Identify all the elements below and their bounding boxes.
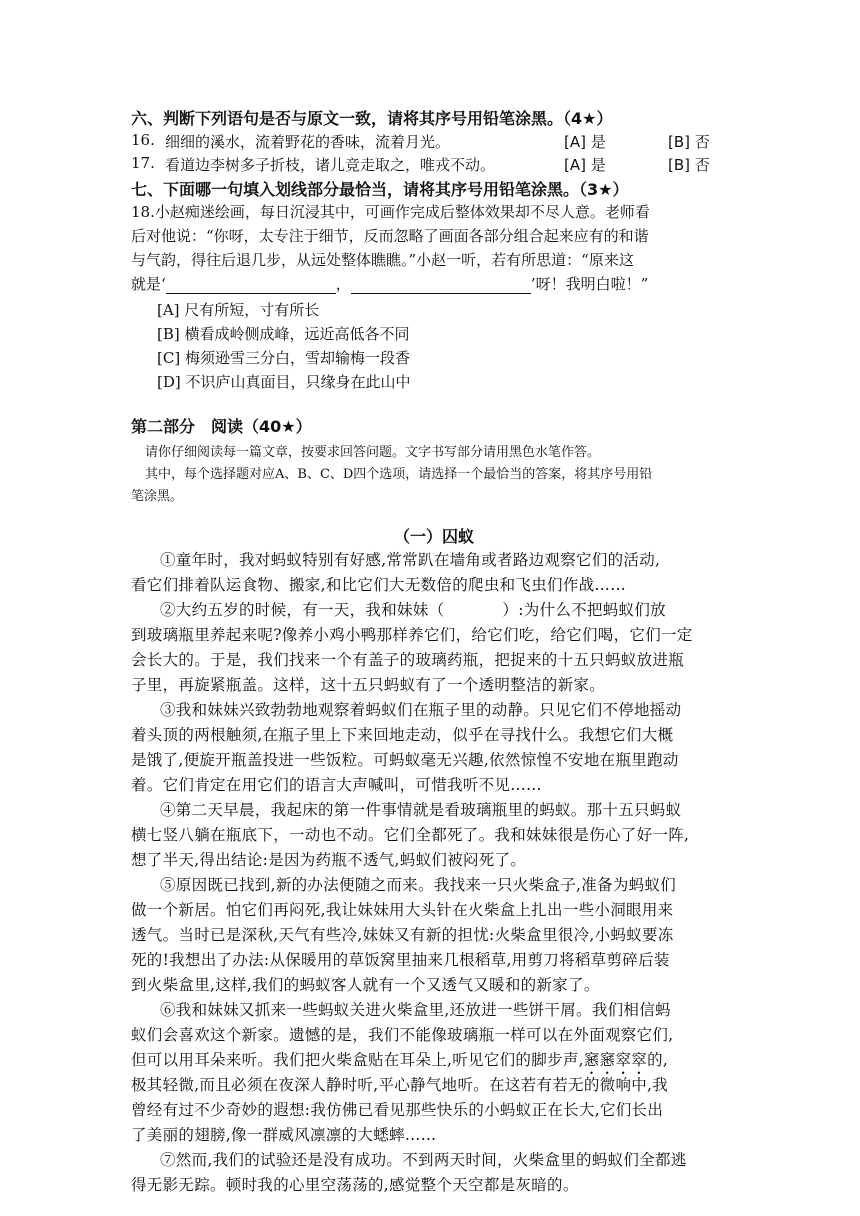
article-line-p5-2: 做一个新居。怕它们再闷死,我让妹妹用大头针在火柴盒上扎出一些小洞眼用来 (131, 901, 674, 919)
question-18-option-b[interactable]: [B] 横看成岭侧成峰，远近高低各不同 (157, 325, 410, 343)
article-line-p5-1: ⑤原因既已找到,新的办法便随之而来。我找来一只火柴盒子,准备为蚂蚁们 (160, 876, 677, 894)
part-2-instruction-2: 其中，每个选择题对应A、B、C、D四个选项，请选择一个最恰当的答案，将其序号用铅 (145, 467, 653, 482)
article-line-p2-4: 子里，再旋紧瓶盖。这样，这十五只蚂蚁有了一个透明整洁的新家。 (131, 676, 606, 694)
article-line-p3-1: ③我和妹妹兴致勃勃地观察着蚂蚁们在瓶子里的动静。只见它们不停地摇动 (160, 701, 682, 719)
section-7-heading: 七、下面哪一句填入划线部分最恰当，请将其序号用铅笔涂黑。（3★） (131, 180, 629, 199)
fill-blank-2[interactable] (351, 279, 531, 294)
question-16-option-a[interactable]: [A] 是 (564, 133, 606, 151)
article-line-p5-4: 死的!我想出了办法:从保暖用的草饭窝里抽来几根稻草,用剪刀将稻草剪碎后装 (131, 951, 670, 969)
question-18-line-4-comma: ， (335, 275, 351, 293)
article-line-p3-4: 着。它们肯定在用它们的语言大声喊叫，可惜我听不见…… (131, 776, 542, 794)
question-17-number: 17. (131, 154, 155, 172)
article-line-p6-5: 曾经有过不少奇妙的遐想:我仿佛已看见那些快乐的小蚂蚁正在长大,它们长出 (131, 1101, 664, 1119)
article-line-p3-3: 是饿了,便旋开瓶盖投进一些饭粒。可蚂蚁毫无兴趣,依然惊惶不安地在瓶里跑动 (131, 751, 679, 769)
article-line-p2-2: 到玻璃瓶里养起来呢?像养小鸡小鸭那样养它们，给它们吃，给它们喝，它们一定 (131, 626, 693, 644)
article-title: （一）囚蚁 (394, 527, 475, 546)
article-line-p7-2: 得无影无踪。顿时我的心里空荡荡的,感觉整个天空都是灰暗的。 (131, 1176, 579, 1194)
article-line-p1-2: 看它们排着队运食物、搬家,和比它们大无数倍的爬虫和飞虫们作战…… (131, 576, 627, 594)
question-18-line-2: 后对他说：“你呀，太专注于细节，反而忽略了画面各部分组合起来应有的和谐 (131, 227, 649, 245)
part-2-heading: 第二部分 阅读（40★） (131, 417, 312, 436)
article-line-p6-6: 了美丽的翅膀,像一群威风凛凛的大蟋蟀…… (131, 1126, 437, 1144)
question-16-number: 16. (131, 131, 155, 149)
article-line-p5-3: 透气。当时已是深秋,天气有些冷,妹妹又有新的担忧:火柴盒里很冷,小蚂蚁要冻 (131, 926, 674, 944)
article-line-p2-3: 会长大的。于是，我们找来一个有盖子的玻璃药瓶，把捉来的十五只蚂蚁放进瓶 (131, 651, 685, 669)
question-16-option-b[interactable]: [B] 否 (668, 133, 710, 151)
section-6-heading: 六、判断下列语句是否与原文一致，请将其序号用铅笔涂黑。（4★） (131, 109, 613, 128)
question-18-option-a[interactable]: [A] 尺有所短，寸有所长 (157, 301, 320, 319)
question-16-text: 细细的溪水，流着野花的香味，流着月光。 (165, 133, 451, 151)
question-18-line-4-end: ’呀！我明白啦！” (530, 275, 649, 293)
article-line-p4-1: ④第二天早晨，我起床的第一件事情就是看玻璃瓶里的蚂蚁。那十五只蚂蚁 (160, 801, 682, 819)
article-line-p4-2: 横七竖八躺在瓶底下，一动也不动。它们全都死了。我和妹妹很是伤心了好一阵, (131, 826, 690, 844)
article-p6-before-dotted: 但可以用耳朵来听。我们把火柴盒贴在耳朵上,听见它们的脚步声, (131, 1051, 584, 1069)
fill-blank-1[interactable] (166, 279, 336, 294)
article-line-p1-1: ①童年时，我对蚂蚁特别有好感,常常趴在墙角或者路边观察它们的活动, (160, 551, 661, 569)
article-line-p4-3: 想了半天,得出结论:是因为药瓶不透气,蚂蚁们被闷死了。 (131, 851, 527, 869)
question-17-text: 看道边李树多子折枝，诸儿竞走取之，唯戎不动。 (165, 156, 496, 174)
article-line-p2-1 (160, 598, 666, 620)
article-p6-dotted-word: 窸窸窣窣 (583, 1051, 648, 1069)
question-18-line-4-start: 就是‘ (131, 275, 166, 293)
article-line-p6-1: ⑥我和妹妹又抓来一些蚂蚁关进火柴盒里,还放进一些饼干屑。我们相信蚂 (160, 1001, 671, 1019)
part-2-instruction-3: 笔涂黑。 (131, 489, 184, 504)
article-line-p6-4: 极其轻微,而且必须在夜深人静时听,平心静气地听。在这若有若无的微响中,我 (131, 1076, 669, 1094)
part-2-instruction-1: 请你仔细阅读每一篇文章，按要求回答问题。文字书写部分请用黑色水笔作答。 (145, 445, 601, 460)
question-18-option-d[interactable]: [D] 不识庐山真面目，只缘身在此山中 (157, 373, 411, 391)
article-p2-after-blank: ）:为什么不把蚂蚁们放 (502, 601, 666, 619)
article-line-p7-1: ⑦然而,我们的试验还是没有成功。不到两天时间，火柴盒里的蚂蚁们全都逃 (160, 1151, 687, 1169)
question-18-line-4 (131, 273, 648, 294)
question-18-option-c[interactable]: [C] 梅须逊雪三分白，雪却输梅一段香 (157, 349, 410, 367)
article-p2-before-blank: ②大约五岁的时候，有一天，我和妹妹（ (160, 601, 445, 619)
article-p6-after-dotted: 的, (647, 1051, 669, 1069)
question-17-option-b[interactable]: [B] 否 (668, 156, 710, 174)
article-line-p6-2: 蚁们会喜欢这个新家。遗憾的是，我们不能像玻璃瓶一样可以在外面观察它们, (131, 1026, 674, 1044)
article-line-p5-5: 到火柴盒里,这样,我们的蚂蚁客人就有一个又透气又暖和的新家了。 (131, 976, 600, 994)
question-18-line-1: 18.小赵痴迷绘画，每日沉浸其中，可画作完成后整体效果却不尽人意。老师看 (131, 203, 650, 221)
question-18-line-3: 与气韵，得往后退几步，从远处整体瞧瞧。”小赵一听，若有所思道：“原来这 (131, 251, 634, 269)
article-line-p3-2: 着头顶的两根触须,在瓶子里上下来回地走动，似乎在寻找什么。我想它们大概 (131, 726, 674, 744)
question-17-option-a[interactable]: [A] 是 (564, 156, 606, 174)
